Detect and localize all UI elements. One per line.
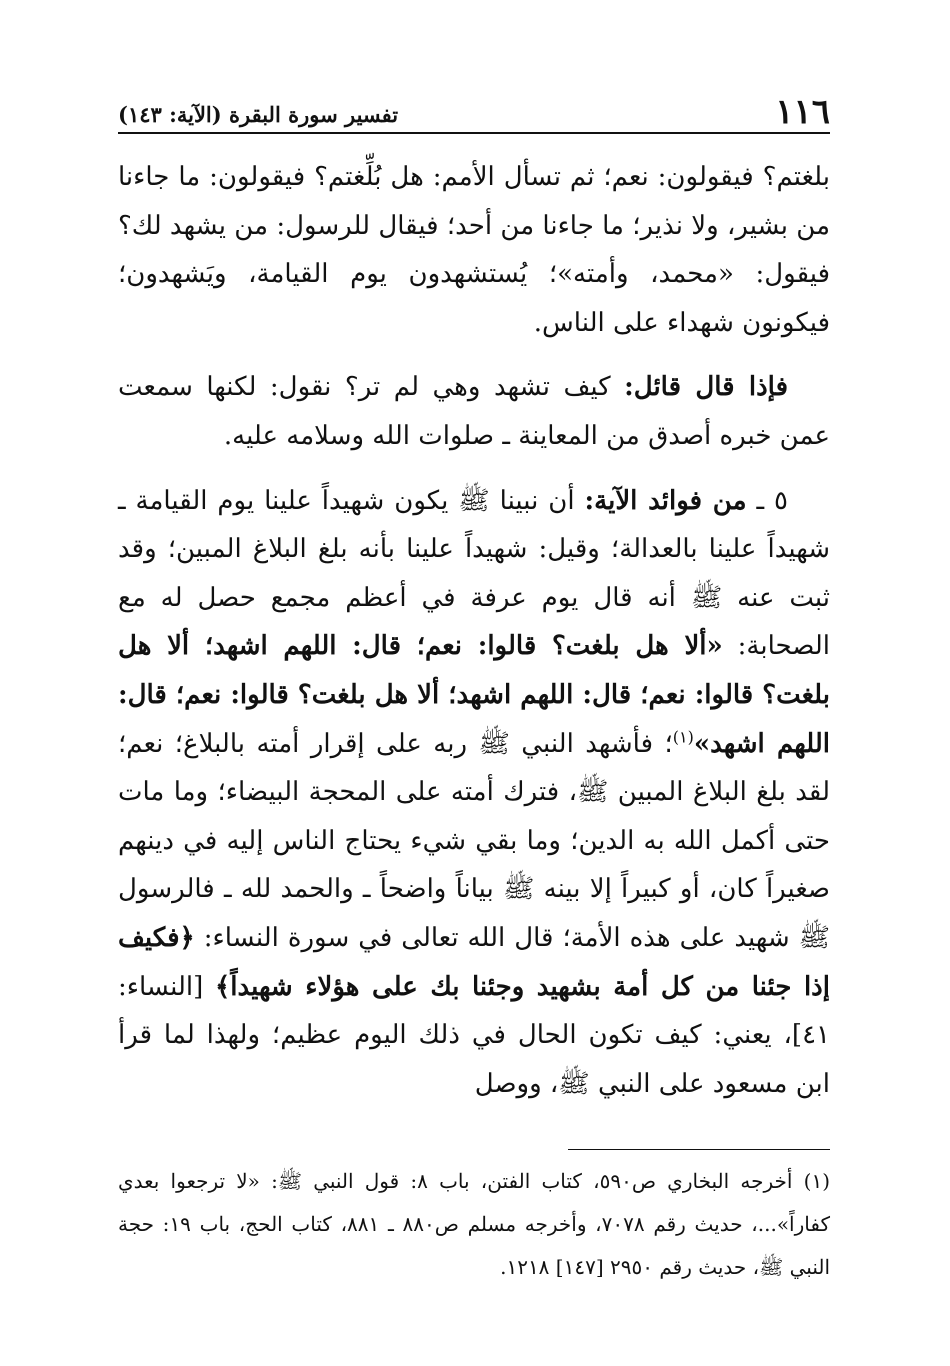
- paragraph-3-text-2: ؛ فأشهد النبي ﷺ ربه على إقرار أمته بالبلاغ؛ نعم؛ لقد بلغ البلاغ المبين ﷺ، فترك أمته على المحجة البيضاء؛ وما مات حتى أكمل الله به الدين؛ وما بقي شيء يحتاج الناس إليه في دينهم صغيراً كان، أو كبيراً إلا بينه ﷺ بياناً واضحاً ـ والحمد لله ـ فالرسول ﷺ شهيد على هذه الأمة؛ قال الله تعالى في سورة النساء:: [118, 728, 830, 953]
- footnote-1-number: (١): [803, 1169, 830, 1193]
- footnotes: [118, 1160, 830, 1289]
- quran-verse: ﴿فكيف إذا جئنا من كل أمة بشهيد وجئنا بك على هؤلاء شهيداً﴾: [118, 922, 830, 1002]
- running-title: تفسير سورة البقرة (الآية: ١٤٣): [118, 102, 399, 127]
- paragraph-3: [118, 477, 830, 1109]
- header-rule: [118, 132, 830, 134]
- footnote-1-text: أخرجه البخاري ص٥٩٠، كتاب الفتن، باب ٨: قول النبي ﷺ: «لا ترجعوا بعدي كفاراً»...، حديث رقم ٧٠٧٨، وأخرجه مسلم ص٨٨٠ ـ ٨٨١، كتاب الحج، باب ١٩: حجة النبي ﷺ، حديث رقم ٢٩٥٠ [١٤٧] ١٢١٨.: [118, 1169, 831, 1279]
- footnote-rule: [568, 1149, 830, 1150]
- paragraph-2-text: كيف تشهد وهي لم تر؟ نقول: لكنها سمعت عمن خبره أصدق من المعاينة ـ صلوات الله وسلامه عليه.: [118, 372, 830, 451]
- footnote-1: [118, 1160, 830, 1289]
- hadith-quote: «ألا هل بلغت؟ قالوا: نعم؛ قال: اللهم اشهد؛ ألا هل بلغت؟ قالوا: نعم؛ قال: اللهم اشهد؛ ألا هل بلغت؟ قالوا: نعم؛ قال: اللهم اشهد»: [118, 631, 831, 759]
- page-number: ١١٦: [775, 92, 830, 132]
- paragraph-3-lead: من فوائد الآية:: [584, 485, 747, 516]
- paragraph-3-text-3: [النساء: ٤١]، يعني: كيف تكون الحال في ذلك اليوم عظيم؛ ولهذا لما قرأ ابن مسعود على النبي ﷺ، ووصل: [118, 971, 830, 1099]
- paragraph-3-text-1: أن نبينا ﷺ يكون شهيداً علينا يوم القيامة ـ شهيداً علينا بالعدالة؛ وقيل: شهيداً علينا بأنه بلغ البلاغ المبين؛ وقد ثبت عنه ﷺ أنه قال يوم عرفة في أعظم مجمع حصل له مع الصحابة:: [118, 485, 830, 662]
- page-header: [118, 92, 830, 130]
- paragraph-1-text: بلغتم؟ فيقولون: نعم؛ ثم تسأل الأمم: هل بُلِّغتم؟ فيقولون: ما جاءنا من بشير، ولا نذير؛ ما جاءنا من أحد؛ فيقال للرسول: من يشهد لك؟ فيقول: «محمد، وأمته»؛ يُستشهدون يوم القيامة، ويَشهدون؛ فيكونون شهداء على الناس.: [118, 162, 830, 338]
- paragraph-2: [118, 363, 830, 460]
- body-text: [118, 153, 830, 1108]
- paragraph-2-lead: فإذا قال قائل:: [624, 372, 789, 403]
- paragraph-1: [118, 153, 830, 347]
- footnote-reference: (١): [672, 726, 694, 746]
- paragraph-3-number: ٥ ـ: [746, 485, 788, 516]
